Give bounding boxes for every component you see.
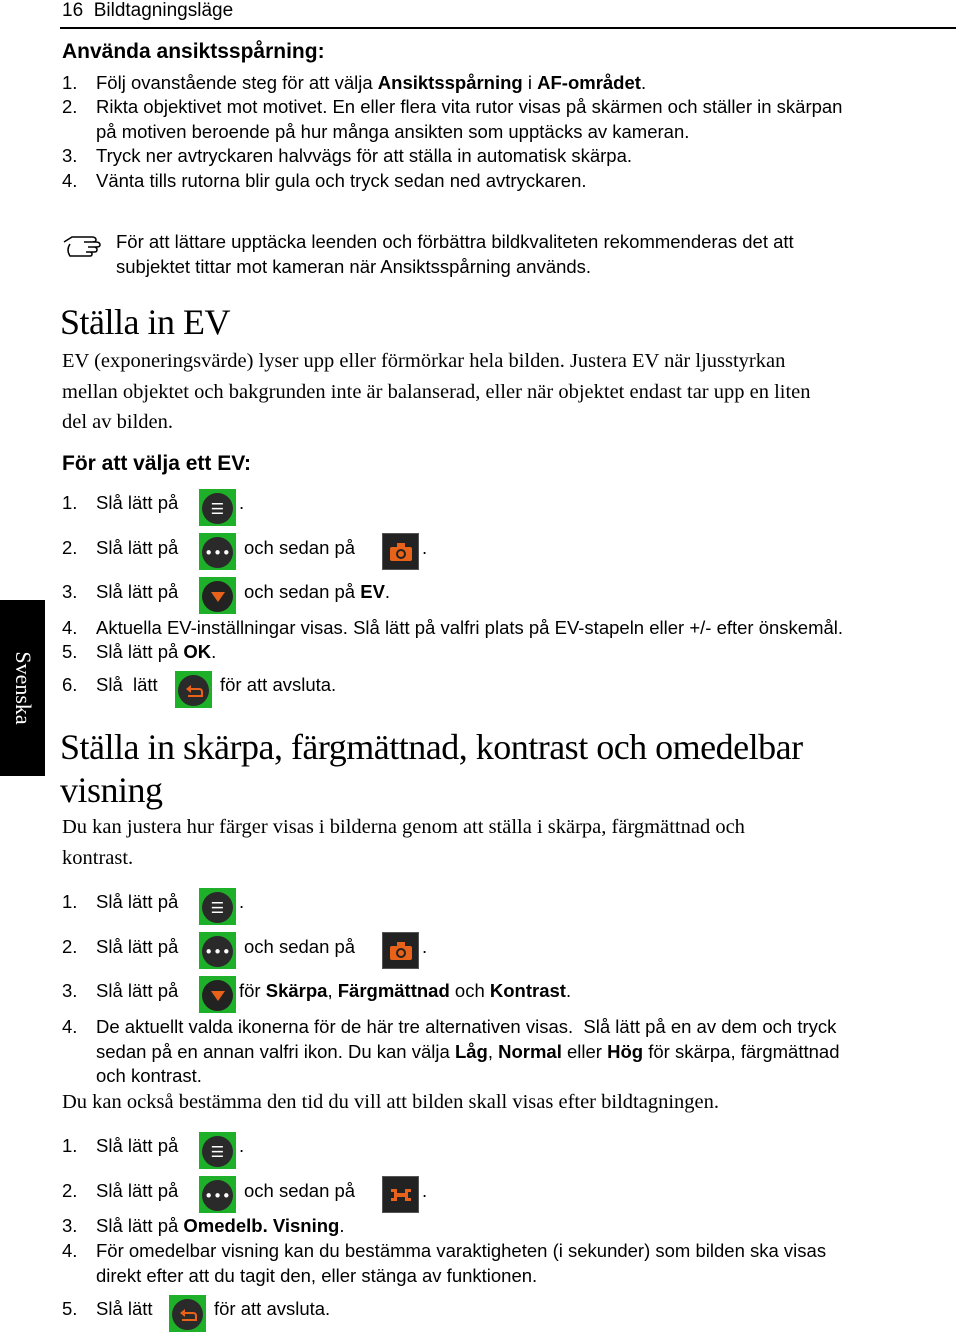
back-return-icon[interactable] <box>169 1295 206 1332</box>
list-item <box>62 1179 562 1204</box>
header-rule <box>60 27 956 29</box>
list-item <box>62 491 462 516</box>
display-time-paragraph: Du kan också bestämma den tid du vill att bilden skall visas efter bildtagningen. <box>62 1091 719 1113</box>
item-text: Slå lätt på <box>96 891 179 912</box>
item-number: 5. <box>62 1298 78 1319</box>
title-line: Ställa in skärpa, färgmättnad, kontrast och omedelbar <box>60 727 803 767</box>
title-line: visning <box>60 770 163 810</box>
list-item <box>62 673 562 698</box>
item-text: . <box>239 891 245 912</box>
item-number: 6. <box>62 674 78 695</box>
item-number: 1. <box>62 891 78 912</box>
item-text: , <box>327 980 338 1001</box>
down-arrow-icon[interactable] <box>199 577 236 614</box>
list-item <box>62 144 952 169</box>
note-hand-icon <box>62 232 106 260</box>
item-number: 3. <box>62 581 78 602</box>
ev-paragraph <box>62 346 952 438</box>
item-text: Slå lätt på <box>96 936 179 957</box>
item-text: för skärpa, färgmättnad <box>643 1040 840 1062</box>
list-item <box>62 71 952 96</box>
list-item <box>62 536 562 561</box>
list-item <box>62 580 562 605</box>
item-text: . <box>239 1135 245 1156</box>
side-tab-label: Svenska <box>10 651 36 725</box>
menu-list-icon[interactable]: ☰ <box>199 888 236 925</box>
item-number: 2. <box>62 96 78 117</box>
item-text: för att avsluta. <box>220 674 337 695</box>
list-item <box>62 1239 957 1289</box>
item-number: 2. <box>62 1180 78 1201</box>
item-number: 3. <box>62 145 78 166</box>
sharpness-section-title <box>60 726 950 812</box>
ev-section-title: Ställa in EV <box>60 302 230 342</box>
page-header-title: Bildtagningsläge <box>93 0 234 21</box>
more-dots-icon[interactable]: ••• <box>199 533 236 570</box>
item-number: 5. <box>62 641 78 662</box>
note-line: subjektet tittar mot kameran när Ansiktsspårning används. <box>116 255 592 277</box>
item-bold: Färgmättnad <box>337 980 450 1001</box>
item-text: Slå lätt på <box>96 492 179 513</box>
item-text: . <box>422 936 428 957</box>
item-text: . <box>239 492 245 513</box>
more-dots-icon[interactable]: ••• <box>199 1176 236 1213</box>
item-text: eller <box>561 1040 608 1062</box>
page-number: 16 <box>62 0 84 21</box>
item-text: Rikta objektivet mot motivet. En eller flera vita rutor visas på skärmen och ställer in skärpan <box>96 96 843 117</box>
item-text: . <box>339 1215 345 1236</box>
item-text: Slå lätt på <box>96 1135 179 1156</box>
item-text: . <box>565 980 572 1001</box>
item-bold: EV <box>360 581 385 602</box>
item-text: . <box>384 581 391 602</box>
list-item <box>62 979 762 1004</box>
camera-icon[interactable] <box>382 932 419 969</box>
language-side-tab <box>0 600 45 776</box>
list-item <box>62 1015 957 1089</box>
item-number: 4. <box>62 617 78 638</box>
item-number: 4. <box>62 1016 78 1037</box>
item-number: 1. <box>62 72 78 93</box>
item-text: Slå lätt på <box>96 641 184 662</box>
item-text: direkt efter att du tagit den, eller stänga av funktionen. <box>96 1264 538 1286</box>
item-text: De aktuellt valda ikonerna för de här tre alternativen visas. Slå lätt på en av dem och tryck <box>96 1016 837 1037</box>
face-tracking-heading: Använda ansiktsspårning: <box>62 40 325 63</box>
item-text: Följ ovanstående steg för att välja <box>96 72 378 93</box>
list-item <box>62 95 952 145</box>
ev-subheading: För att välja ett EV: <box>62 452 252 475</box>
item-number: 3. <box>62 1215 78 1236</box>
note-text <box>116 230 946 279</box>
item-text: och kontrast. <box>96 1065 202 1086</box>
item-text: Tryck ner avtryckaren halvvägs för att ställa in automatisk skärpa. <box>96 145 633 166</box>
item-text: Slå lätt på <box>96 1215 184 1236</box>
item-bold: Omedelb. Visning <box>183 1215 340 1236</box>
item-text: . <box>422 537 428 558</box>
list-item <box>62 935 562 960</box>
item-text: Slå lätt på <box>96 980 179 1001</box>
menu-list-icon[interactable]: ☰ <box>199 1132 236 1169</box>
item-bold: Ansiktsspårning <box>377 72 523 93</box>
item-text: . <box>211 641 217 662</box>
note-line: För att lättare upptäcka leenden och förbättra bildkvaliteten rekommenderas det att <box>116 231 794 252</box>
page-header <box>62 0 233 22</box>
item-number: 4. <box>62 1240 78 1261</box>
list-item <box>62 616 957 641</box>
item-bold: AF-området <box>537 72 641 93</box>
item-text: och sedan på <box>244 936 356 957</box>
item-bold: Hög <box>607 1040 644 1062</box>
item-text: och <box>449 980 490 1001</box>
item-text: . <box>422 1180 428 1201</box>
list-item <box>62 1297 562 1322</box>
para-line: EV (exponeringsvärde) lyser upp eller förmörkar hela bilden. Justera EV när ljusstyrkan <box>62 350 786 372</box>
sharpness-paragraph <box>62 812 952 873</box>
item-bold: OK <box>183 641 212 662</box>
item-text: För omedelbar visning kan du bestämma varaktigheten (i sekunder) som bilden ska visas <box>96 1240 827 1261</box>
list-item <box>62 890 462 915</box>
item-number: 3. <box>62 980 78 1001</box>
back-return-icon[interactable] <box>175 671 212 708</box>
item-bold: Kontrast <box>489 980 566 1001</box>
item-number: 2. <box>62 936 78 957</box>
list-item <box>62 1134 462 1159</box>
list-item <box>62 169 952 194</box>
item-text: Slå lätt på <box>96 581 179 602</box>
item-number: 4. <box>62 170 78 191</box>
item-text: för att avsluta. <box>214 1298 331 1319</box>
item-text: för <box>239 980 266 1001</box>
item-text: på motiven beroende på hur många ansikten som upptäcks av kameran. <box>96 120 690 142</box>
item-text: och sedan på <box>244 581 361 602</box>
item-number: 1. <box>62 492 78 513</box>
item-text: och sedan på <box>244 1180 356 1201</box>
camera-icon[interactable] <box>382 533 419 570</box>
item-bold: Låg <box>454 1040 488 1062</box>
item-bold: Normal <box>498 1040 562 1062</box>
down-arrow-icon[interactable] <box>199 976 236 1013</box>
para-line: kontrast. <box>62 846 134 869</box>
item-bold: Skärpa <box>265 980 328 1001</box>
item-text: sedan på en annan valfri ikon. Du kan välja <box>96 1040 455 1062</box>
item-text: , <box>487 1040 499 1062</box>
list-item <box>62 640 562 665</box>
more-dots-icon[interactable]: ••• <box>199 932 236 969</box>
item-text: Vänta tills rutorna blir gula och tryck sedan ned avtryckaren. <box>96 170 587 191</box>
item-text: Slå lätt <box>96 1298 153 1319</box>
list-item <box>62 1214 662 1239</box>
item-text: i <box>522 72 538 93</box>
item-text: . <box>640 72 647 93</box>
para-line: mellan objektet och bakgrunden inte är balanserad, eller när objektet endast tar upp en liten <box>62 380 811 403</box>
item-text: Slå lätt på <box>96 1180 179 1201</box>
item-number: 1. <box>62 1135 78 1156</box>
item-text: och sedan på <box>244 537 356 558</box>
item-text: Slå lätt på <box>96 537 179 558</box>
para-line: Du kan justera hur färger visas i bilderna genom att ställa i skärpa, färgmättnad och <box>62 816 745 838</box>
menu-list-icon[interactable]: ☰ <box>199 489 236 526</box>
tools-icon[interactable] <box>382 1176 419 1213</box>
item-text: Slå lätt <box>96 674 158 695</box>
para-line: del av bilden. <box>62 411 174 433</box>
item-text: Aktuella EV-inställningar visas. Slå lätt på valfri plats på EV-stapeln eller +/- efter önskemål. <box>96 617 844 638</box>
item-number: 2. <box>62 537 78 558</box>
